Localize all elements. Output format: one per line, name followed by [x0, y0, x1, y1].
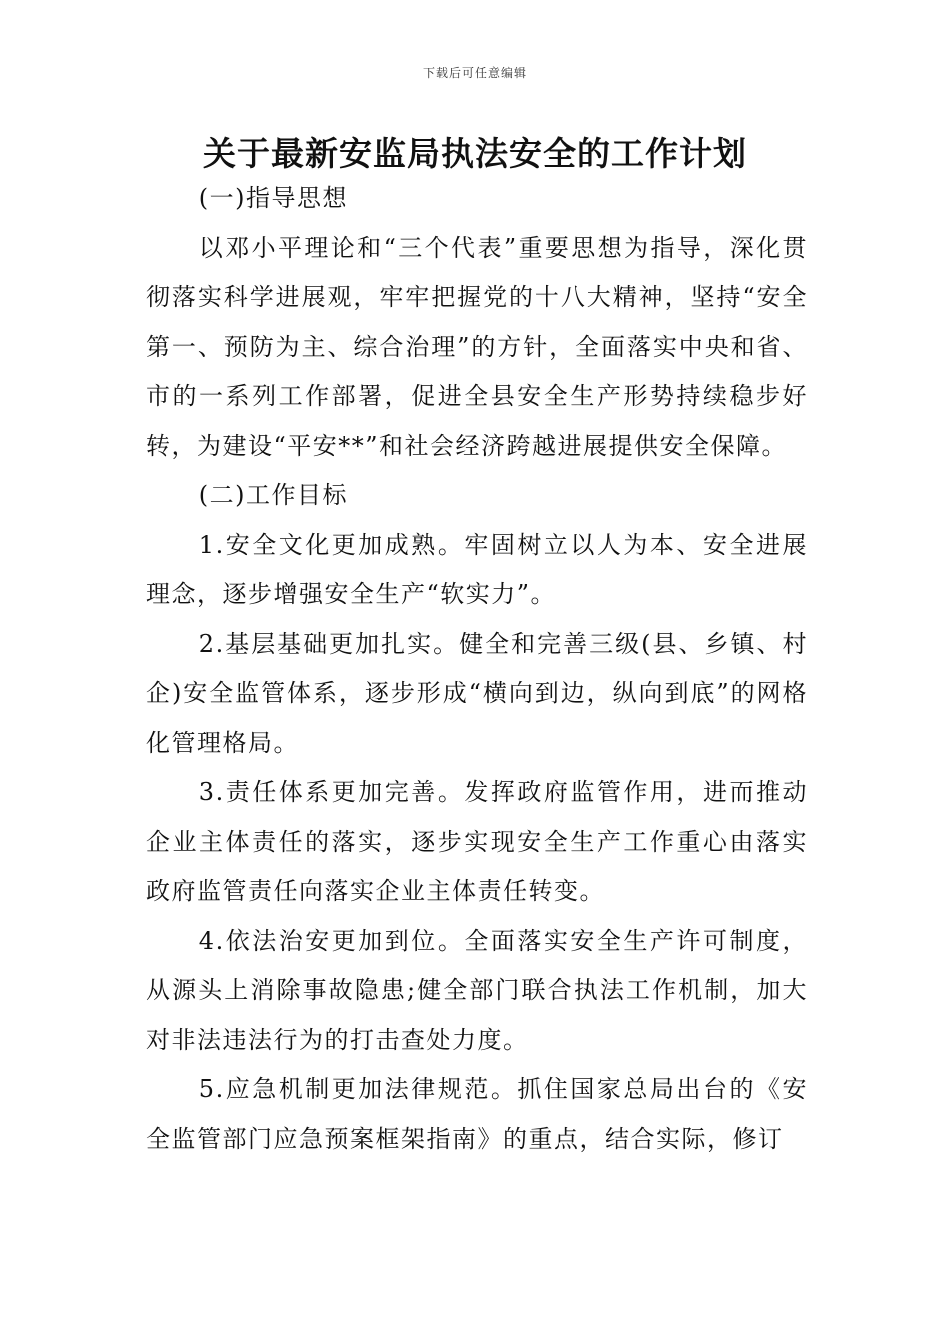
paragraph-goal-1: 1.安全文化更加成熟。牢固树立以人为本、安全进展理念，逐步增强安全生产“软实力”。: [146, 530, 808, 608]
page-header-note: 下载后可任意编辑: [422, 66, 527, 80]
paragraph-guiding-ideology: 以邓小平理论和“三个代表”重要思想为指导，深化贯彻落实科学进展观，牢牢把握党的十八大精神，坚持“安全第一、预防为主、综合治理”的方针，全面落实中央和省、市的一系列工作部署，促进全县安全生产形势持续稳步好转，为建设“平安**”和社会经济跨越进展提供安全保障。: [146, 233, 808, 460]
section-heading-work-goals: (二)工作目标: [198, 481, 349, 509]
paragraph-goal-3: 3.责任体系更加完善。发挥政府监管作用，进而推动企业主体责任的落实，逐步实现安全生产工作重心由落实政府监管责任向落实企业主体责任转变。: [146, 778, 808, 905]
document-body: [146, 174, 808, 1164]
section-heading-guiding-ideology: (一)指导思想: [198, 184, 349, 212]
paragraph-goal-2: 2.基层基础更加扎实。健全和完善三级(县、乡镇、村企)安全监管体系，逐步形成“横向到边，纵向到底”的网格化管理格局。: [146, 629, 808, 757]
document-title: 关于最新安监局执法安全的工作计划: [203, 134, 747, 173]
paragraph-goal-5: 5.应急机制更加法律规范。抓住国家总局出台的《安全监管部门应急预案框架指南》的重点，结合实际，修订: [146, 1075, 808, 1153]
paragraph-goal-4: 4.依法治安更加到位。全面落实安全生产许可制度，从源头上消除事故隐患;健全部门联合执法工作机制，加大对非法违法行为的打击查处力度。: [146, 926, 808, 1054]
